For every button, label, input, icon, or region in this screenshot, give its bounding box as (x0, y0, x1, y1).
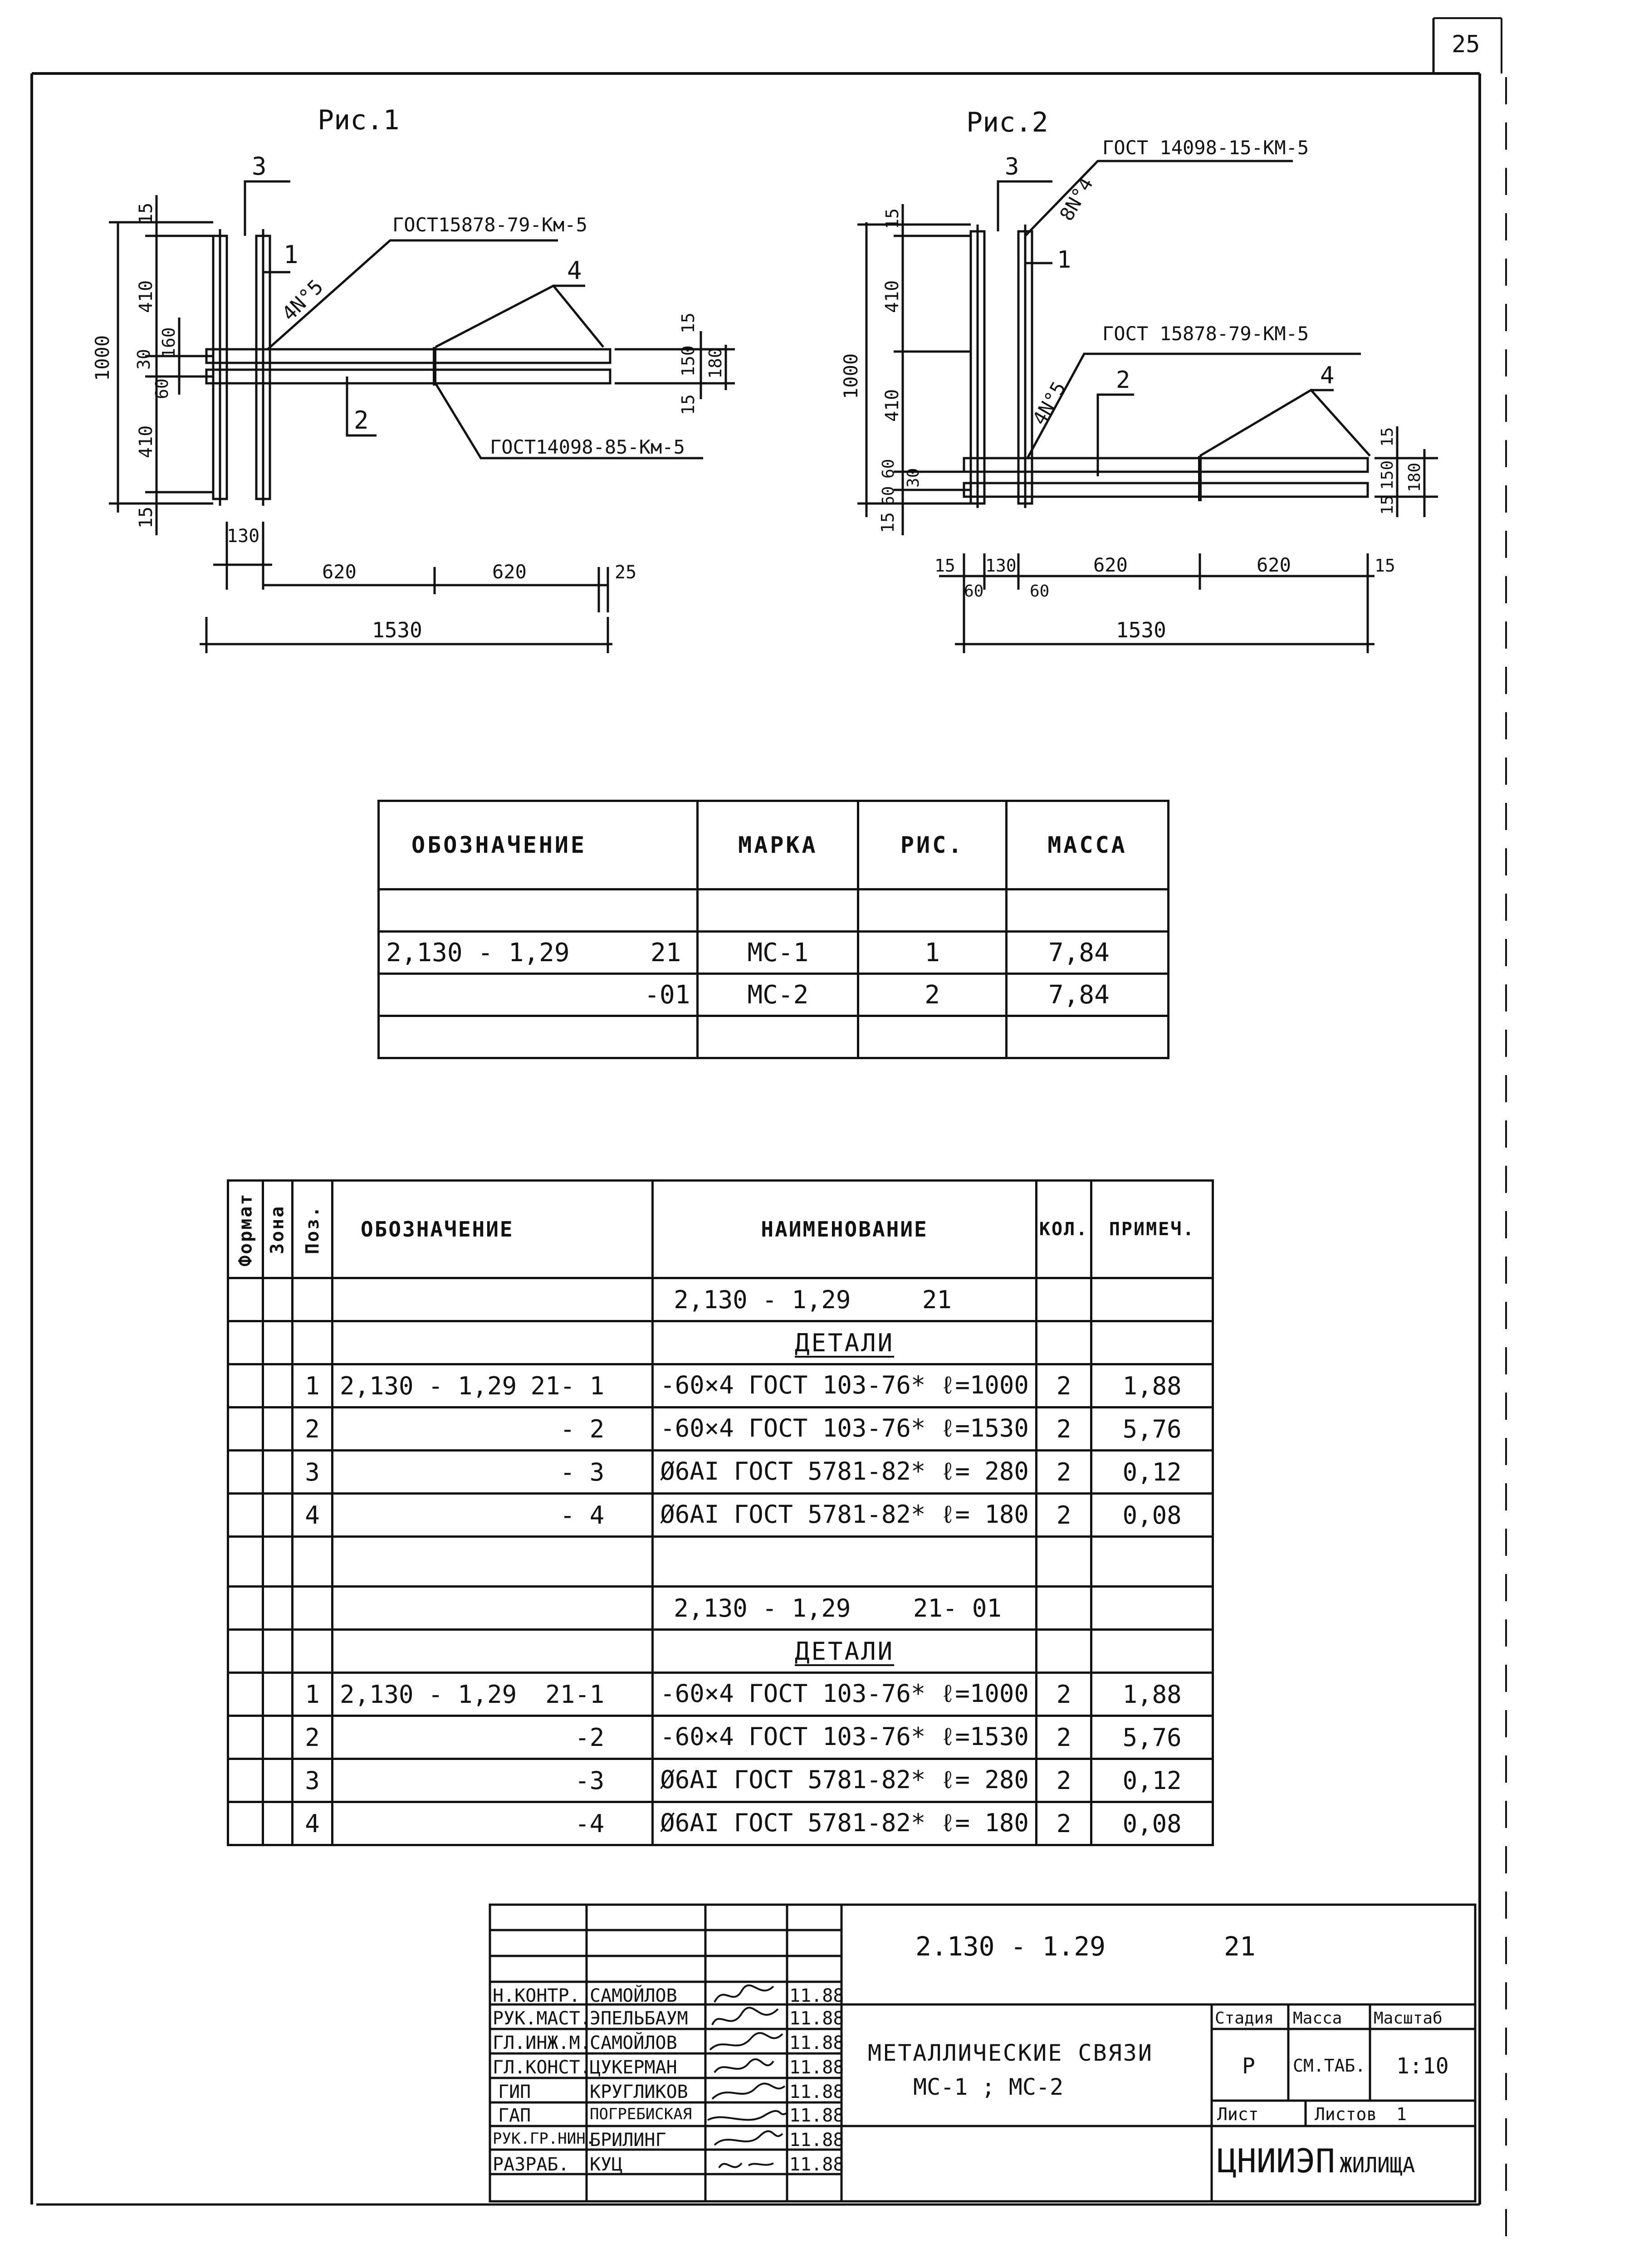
table-row (228, 1716, 1213, 1759)
fig1-dim-1530: 1530 (372, 618, 422, 642)
fig1-callout-2: 2 (354, 406, 369, 435)
spec-designation-suffix: - 2 (560, 1414, 605, 1443)
mass-suffix: -01 (644, 980, 690, 1010)
staff-name: ЭПЕЛЬБАУМ (590, 2008, 688, 2029)
fig2-dim-15a: 15 (882, 208, 902, 229)
fig2-dim-b620a: 620 (1093, 554, 1128, 576)
fig1-dim-1000: 1000 (91, 335, 113, 381)
table-row (379, 974, 1169, 1016)
mass-label: Масса (1293, 2009, 1342, 2028)
mass-fig: 2 (858, 974, 1007, 1016)
fig2-title: Рис.2 (966, 107, 1048, 138)
sheets-value: 1 (1396, 2104, 1407, 2124)
fig1-title: Рис.1 (318, 104, 400, 136)
fig2-dim-b15b: 15 (1375, 556, 1395, 576)
figure-1-drawing (0, 0, 725, 680)
table-row (379, 932, 1169, 974)
figure-2-drawing (771, 0, 1479, 680)
table-row (228, 1364, 1213, 1408)
fig2-gost-top: ГОСТ 14098-15-КМ-5 (1102, 137, 1309, 159)
specification-table (227, 1179, 1214, 1846)
spec-pos: 4 (293, 1802, 333, 1845)
title-line-1: МЕТАЛЛИЧЕСКИЕ СВЯЗИ (868, 2040, 1153, 2066)
spec-pos: 2 (293, 1408, 333, 1451)
fig2-callout-3: 3 (1005, 153, 1019, 181)
spec-designation-suffix: - 4 (560, 1501, 605, 1530)
table-row (379, 890, 1169, 932)
fig2-gost-mid: ГОСТ 15878-79-КМ-5 (1102, 323, 1309, 345)
spec-header-pos: Поз. (293, 1181, 333, 1278)
table-row (379, 1016, 1169, 1058)
spec-group-code: 2,130 - 1,29 (674, 1593, 851, 1623)
spec-note: 1,88 (1091, 1364, 1213, 1408)
scale-label: Масштаб (1374, 2009, 1443, 2028)
signature-1 (714, 1985, 773, 2002)
spec-header-note: ПРИМЕЧ. (1091, 1181, 1213, 1278)
sheet-number: 25 (1452, 31, 1480, 58)
staff-date: 11.88 (789, 2057, 844, 2078)
mass-header-designation: ОБОЗНАЧЕНИЕ (379, 801, 698, 890)
staff-name: САМОЙЛОВ (590, 2033, 677, 2053)
spec-note: 0,08 (1091, 1494, 1213, 1537)
spec-designation: 2,130 - 1,29 (339, 1371, 517, 1400)
spec-pos: 3 (293, 1759, 333, 1802)
spec-name: Ø6АI ГОСТ 5781-82* ℓ= 280 (653, 1759, 1037, 1802)
staff-role: РУК.ГР.НИН. (493, 2130, 595, 2148)
staff-name: ПОГРЕБИСКАЯ (590, 2105, 692, 2123)
fig2-weld-mid: 4N°5 (1028, 377, 1071, 429)
title-block (489, 1904, 1476, 2202)
spec-designation-suffix: 21- 1 (530, 1371, 605, 1400)
spec-qty: 2 (1036, 1408, 1091, 1451)
staff-name: КУЦ (590, 2154, 623, 2175)
mass-suffix: 21 (651, 938, 681, 968)
staff-role: ГЛ.КОНСТ. (493, 2057, 591, 2078)
spec-name: Ø6АI ГОСТ 5781-82* ℓ= 180 (653, 1802, 1037, 1845)
sheets-label: Листов (1315, 2104, 1377, 2124)
mass-code: 2,130 - 1,29 (386, 938, 570, 968)
spec-note: 0,12 (1091, 1759, 1213, 1802)
spec-designation-suffix: -4 (575, 1809, 605, 1838)
signature-6 (708, 2111, 786, 2120)
fig1-gost-top: ГОСТ15878-79-Км-5 (392, 214, 587, 236)
fig1-callout-3: 3 (252, 152, 267, 181)
fig2-dim-r15a: 15 (1378, 427, 1397, 447)
spec-header-zone: Зона (263, 1181, 292, 1278)
spec-name: -60×4 ГОСТ 103-76* ℓ=1000 (653, 1673, 1037, 1716)
signatures (705, 1982, 787, 2202)
fig2-dim-60b: 60 (879, 486, 898, 506)
fig2-dim-60a: 60 (879, 459, 898, 479)
staff-name: КРУГЛИКОВ (590, 2082, 688, 2102)
spec-header-name: НАИМЕНОВАНИЕ (653, 1181, 1037, 1278)
title-line-2: МС-1 ; МС-2 (913, 2074, 1064, 2100)
spec-note: 5,76 (1091, 1716, 1213, 1759)
fig1-gost-bottom: ГОСТ14098-85-Км-5 (490, 436, 685, 458)
fig2-dim-r180: 180 (1405, 462, 1424, 492)
table-row (228, 1630, 1213, 1673)
fig1-dim-620b: 620 (492, 561, 527, 583)
table-row (228, 1321, 1213, 1364)
fig2-dim-b620b: 620 (1257, 554, 1291, 576)
spec-designation-suffix: 21-1 (545, 1680, 605, 1709)
spec-designation: 2,130 - 1,29 (339, 1680, 517, 1709)
spec-name: -60×4 ГОСТ 103-76* ℓ=1000 (653, 1364, 1037, 1408)
spec-pos: 1 (293, 1673, 333, 1716)
signature-2 (712, 2008, 778, 2025)
spec-group-suffix: 21- 01 (913, 1593, 1002, 1623)
staff-date: 11.88 (789, 1985, 844, 2006)
title-doc-sheet: 21 (1224, 1931, 1256, 1962)
spec-name: -60×4 ГОСТ 103-76* ℓ=1530 (653, 1408, 1037, 1451)
signature-3 (710, 2033, 783, 2050)
signature-5 (712, 2083, 785, 2099)
fig1-dim-r150: 150 (678, 345, 698, 376)
mass-value: СМ.ТАБ. (1293, 2056, 1366, 2076)
fig2-dim-r150: 150 (1378, 460, 1397, 490)
spec-designation-suffix: -3 (575, 1766, 605, 1795)
fig1-dim-r15b: 15 (678, 394, 698, 415)
spec-designation-suffix: -2 (575, 1723, 605, 1752)
fig2-dim-b60a: 60 (964, 582, 984, 601)
table-row (228, 1494, 1213, 1537)
fig2-callout-2: 2 (1116, 367, 1130, 394)
title-doc-code: 2.130 - 1.29 (915, 1931, 1106, 1962)
fig1-dim-160: 160 (159, 327, 179, 358)
fig2-dim-b15a: 15 (934, 556, 955, 576)
sheet-label: Лист (1217, 2104, 1259, 2124)
staff-role: ГАП (498, 2105, 531, 2126)
staff-name: ЦУКЕРМАН (590, 2057, 677, 2078)
organization: ЦНИИЭП ЖИЛИЩА (1217, 2142, 1415, 2180)
fig1-dim-15b: 15 (136, 506, 157, 528)
scale-value: 1:10 (1396, 2053, 1449, 2079)
fig1-dim-620a: 620 (322, 561, 357, 583)
table-row (228, 1278, 1213, 1321)
spec-section-title: ДЕТАЛИ (795, 1328, 895, 1357)
fig2-dim-1000: 1000 (840, 353, 862, 399)
fig1-dim-15a: 15 (136, 202, 157, 225)
spec-header-designation: ОБОЗНАЧЕНИЕ (332, 1181, 652, 1278)
spec-qty: 2 (1036, 1494, 1091, 1537)
staff-name: САМОЙЛОВ (590, 1985, 677, 2006)
fig1-callout-4: 4 (567, 256, 582, 285)
mass-header-fig: РИС. (858, 801, 1007, 890)
spec-name: Ø6АI ГОСТ 5781-82* ℓ= 280 (653, 1451, 1037, 1494)
signature-7 (714, 2131, 783, 2145)
staff-role: РУК.МАСТ. (493, 2008, 591, 2029)
fig2-dim-b1530: 1530 (1116, 618, 1166, 642)
fig1-dim-410b: 410 (136, 425, 157, 458)
fig2-dim-410a: 410 (882, 280, 903, 313)
fig2-dim-15b: 15 (878, 512, 898, 533)
staff-date: 11.88 (789, 2008, 844, 2029)
spec-table-header (228, 1181, 1213, 1278)
spec-pos: 2 (293, 1716, 333, 1759)
mass-value: 7,84 (1006, 974, 1168, 1016)
spec-pos: 4 (293, 1494, 333, 1537)
spec-header-format: Формат (228, 1181, 263, 1278)
spec-qty: 2 (1036, 1451, 1091, 1494)
spec-note: 1,88 (1091, 1673, 1213, 1716)
fig2-dim-410b: 410 (882, 389, 903, 422)
fig2-dim-b130: 130 (985, 556, 1017, 576)
staff-role: ГИП (498, 2082, 531, 2102)
spec-pos: 3 (293, 1451, 333, 1494)
spec-group-code: 2,130 - 1,29 (674, 1285, 851, 1314)
spec-qty: 2 (1036, 1802, 1091, 1845)
spec-qty: 2 (1036, 1364, 1091, 1408)
table-row (228, 1408, 1213, 1451)
fig2-dim-r15b: 15 (1378, 495, 1397, 515)
fig1-dim-r180: 180 (705, 347, 725, 379)
fig2-dim-b60b: 60 (1030, 582, 1050, 601)
table-row (228, 1673, 1213, 1716)
fig1-dim-410a: 410 (136, 280, 157, 313)
staff-date: 11.88 (789, 2105, 844, 2126)
mass-table-header (379, 801, 1169, 890)
staff-name: БРИЛИНГ (590, 2130, 666, 2151)
spec-section-title: ДЕТАЛИ (795, 1637, 895, 1666)
spec-designation-suffix: - 3 (560, 1457, 605, 1486)
spec-qty: 2 (1036, 1716, 1091, 1759)
spec-qty: 2 (1036, 1759, 1091, 1802)
fig1-dim-130: 130 (227, 526, 260, 547)
spec-pos: 1 (293, 1364, 333, 1408)
signature-4 (714, 2059, 773, 2072)
spec-header-qty: КОЛ. (1036, 1181, 1091, 1278)
staff-role: РАЗРАБ. (493, 2154, 569, 2175)
mass-value: 7,84 (1006, 932, 1168, 974)
stage-value: Р (1242, 2053, 1255, 2079)
spec-name: -60×4 ГОСТ 103-76* ℓ=1530 (653, 1716, 1037, 1759)
staff-date: 11.88 (789, 2154, 844, 2175)
table-row (228, 1802, 1213, 1845)
fig1-dim-r15a: 15 (678, 313, 698, 333)
staff-date: 11.88 (789, 2033, 844, 2053)
fig1-weld-label: 4N°5 (277, 275, 328, 326)
table-row (228, 1587, 1213, 1630)
mass-fig: 1 (858, 932, 1007, 974)
fig2-callout-4: 4 (1320, 362, 1335, 389)
table-row (228, 1537, 1213, 1587)
spec-qty: 2 (1036, 1673, 1091, 1716)
fig2-callout-1: 1 (1057, 246, 1071, 274)
stage-label: Стадия (1215, 2009, 1274, 2028)
staff-date: 11.88 (789, 2130, 844, 2151)
fig2-dim-30: 30 (904, 468, 923, 488)
mass-table (377, 800, 1169, 1059)
spec-note: 0,12 (1091, 1451, 1213, 1494)
spec-group-suffix: 21 (922, 1285, 952, 1314)
mass-header-mass: МАССА (1006, 801, 1168, 890)
mass-header-mark: МАРКА (698, 801, 858, 890)
fig1-callout-1: 1 (284, 240, 298, 269)
staff-role: ГЛ.ИНЖ.М. (493, 2033, 591, 2053)
fig1-dim-25: 25 (615, 562, 637, 583)
signature-8 (719, 2163, 773, 2168)
spec-note: 5,76 (1091, 1408, 1213, 1451)
fig1-dim-60: 60 (152, 378, 172, 399)
mass-mark: МС-2 (698, 974, 858, 1016)
mass-mark: МС-1 (698, 932, 858, 974)
fig2-weld-top: 8N°4 (1055, 173, 1098, 225)
staff-date: 11.88 (789, 2082, 844, 2102)
spec-note: 0,08 (1091, 1802, 1213, 1845)
table-row (228, 1451, 1213, 1494)
staff-role: Н.КОНТР. (493, 1985, 580, 2006)
spec-name: Ø6АI ГОСТ 5781-82* ℓ= 180 (653, 1494, 1037, 1537)
fig1-dim-30: 30 (134, 349, 154, 370)
table-row (228, 1759, 1213, 1802)
